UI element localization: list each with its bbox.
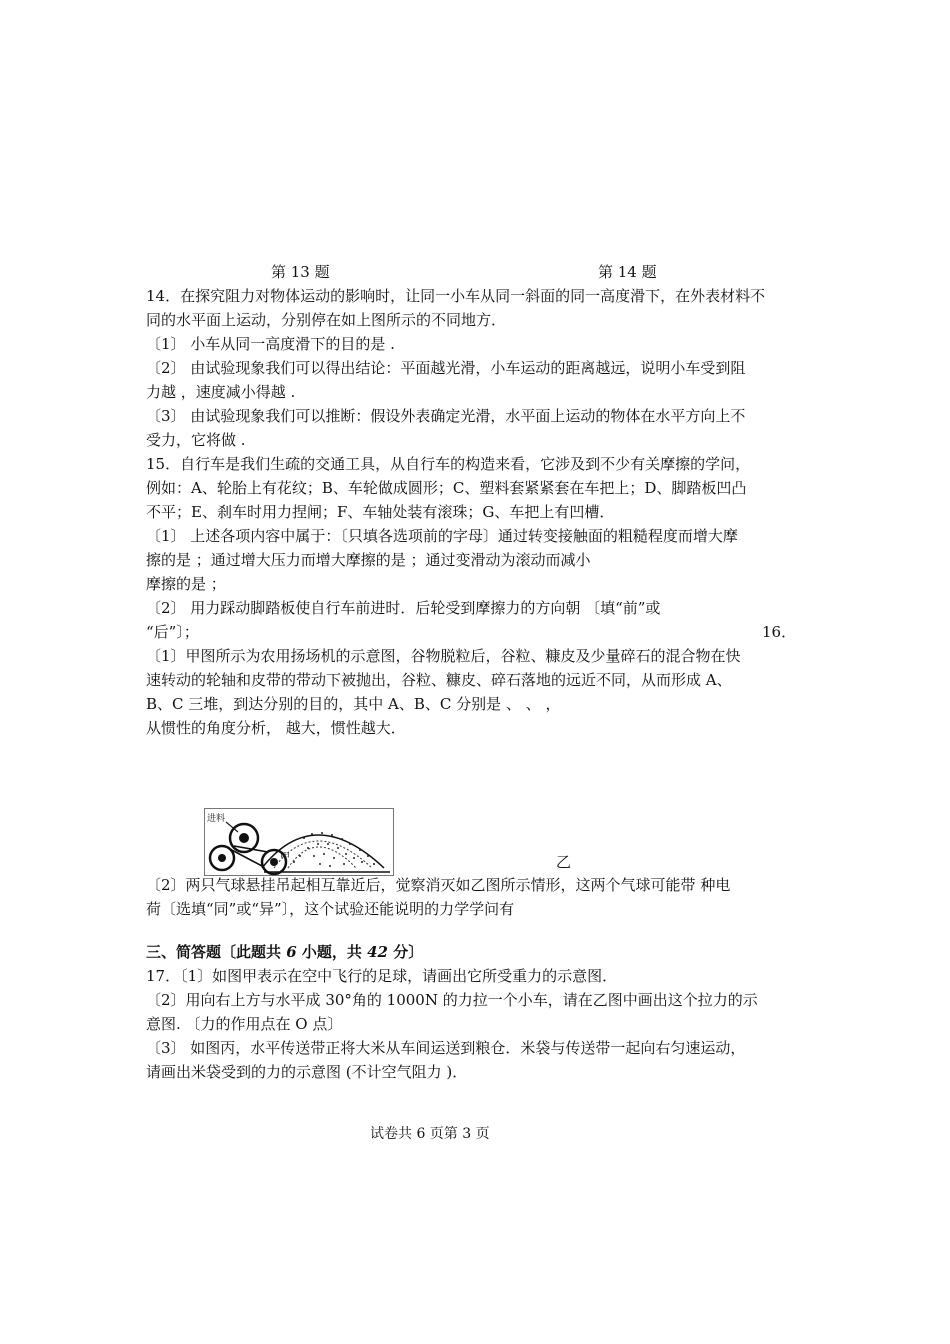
- q15-line-5: 擦的是 ；通过增大压力而增大摩擦的是 ；通过变滑动为滚动而减小: [146, 551, 591, 569]
- q14-line-7: 受力，它将做 .: [146, 431, 246, 449]
- q15-line-6: 摩擦的是 ；: [146, 575, 226, 593]
- q16-line-6: 荷〔选填“同”或“异”〕，这个试验还能说明的力学学问有: [146, 900, 515, 918]
- q17-line-4: 〔3〕 如图丙，水平传送带正将大米从车间运送到粮仓．米袋与传送带一起向右匀速运动，: [146, 1039, 746, 1057]
- q15-line-1: 15．自行车是我们生疏的交通工具，从自行车的构造来看，它涉及到不少有关摩擦的学问，: [146, 455, 751, 473]
- caption-fig13: 第 13 题: [271, 263, 330, 281]
- caption-fig16-yi: 乙: [556, 853, 572, 871]
- q16-line-3: B、C 三堆，到达分别的目的，其中 A、B、C 分别是 、 、 ，: [146, 695, 561, 713]
- q15-line-3: 不平；E、刹车时用力捏闸；F、车轴处装有滚珠；G、车把上有凹槽．: [146, 503, 615, 521]
- q16-line-1: 〔1〕甲图所示为农用扬场机的示意图，谷物脱粒后，谷粒、糠皮及少量碎石的混合物在快: [146, 647, 741, 665]
- q17-line-5: 请画出米袋受到的力的示意图 (不计空气阻力 )．: [146, 1063, 468, 1081]
- q14-line-1: 14．在探究阻力对物体运动的影响时，让同一小车从同一斜面的同一高度滑下，在外表材料不: [146, 287, 766, 305]
- q15-line-7: 〔2〕 用力踩动脚踏板使自行车前进时．后轮受到摩擦力的方向朝 〔填“前”或: [146, 599, 661, 617]
- q17-line-2: 〔2〕用向右上方与水平成 30°角的 1000N 的力拉一个小车，请在乙图中画出这个拉力的示: [146, 991, 758, 1009]
- winnowing-machine-figure: [204, 808, 394, 876]
- q16-line-4: 从惯性的角度分析， 越大，惯性越大．: [146, 719, 406, 737]
- q17-line-3: 意图. 〔力的作用点在 O 点〕: [146, 1015, 343, 1033]
- q15-line-4: 〔1〕 上述各项内容中属于：〔只填各选项前的字母〕通过转变接触面的粗糙程度而增大摩: [146, 527, 738, 545]
- q15-line-8: “后”〕；: [146, 623, 199, 641]
- winnowing-machine-illustration: [204, 808, 394, 876]
- q14-line-3: 〔1〕 小车从同一高度滑下的目的是 .: [146, 335, 395, 353]
- q14-line-4: 〔2〕 由试验现象我们可以得出结论：平面越光滑，小车运动的距离越远，说明小车受到阻: [146, 359, 746, 377]
- q14-line-2: 同的水平面上运动，分别停在如上图所示的不同地方．: [146, 311, 507, 329]
- q16-number: 16．: [762, 623, 797, 641]
- q14-line-5: 力越 ，速度减小得越 .: [146, 383, 296, 401]
- q15-line-2: 例如：A、轮胎上有花纹；B、车轮做成圆形；C、塑料套紧紧套在车把上；D、脚踏板凹凸: [146, 479, 747, 497]
- q16-line-2: 速转动的轮轴和皮带的带动下被抛出，谷粒、糠皮、碎石落地的远近不同，从而形成 A、: [146, 671, 732, 689]
- page-footer: 试卷共 6 页第 3 页: [370, 1126, 490, 1142]
- section-3-heading: 三、简答题〔此题共 6 小题，共 42 分〕: [146, 943, 424, 961]
- q17-line-1: 17．〔1〕如图甲表示在空中飞行的足球，请画出它所受重力的示意图．: [146, 967, 618, 985]
- caption-fig14: 第 14 题: [598, 263, 657, 281]
- q16-line-5: 〔2〕两只气球悬挂吊起相互靠近后，觉察消灭如乙图所示情形，这两个气球可能带 种电: [146, 876, 731, 894]
- figure-jia-label: 甲: [280, 852, 290, 863]
- feed-label: 进料: [207, 814, 226, 824]
- q14-line-6: 〔3〕 由试验现象我们可以推断：假设外表确定光滑，水平面上运动的物体在水平方向上不: [146, 407, 746, 425]
